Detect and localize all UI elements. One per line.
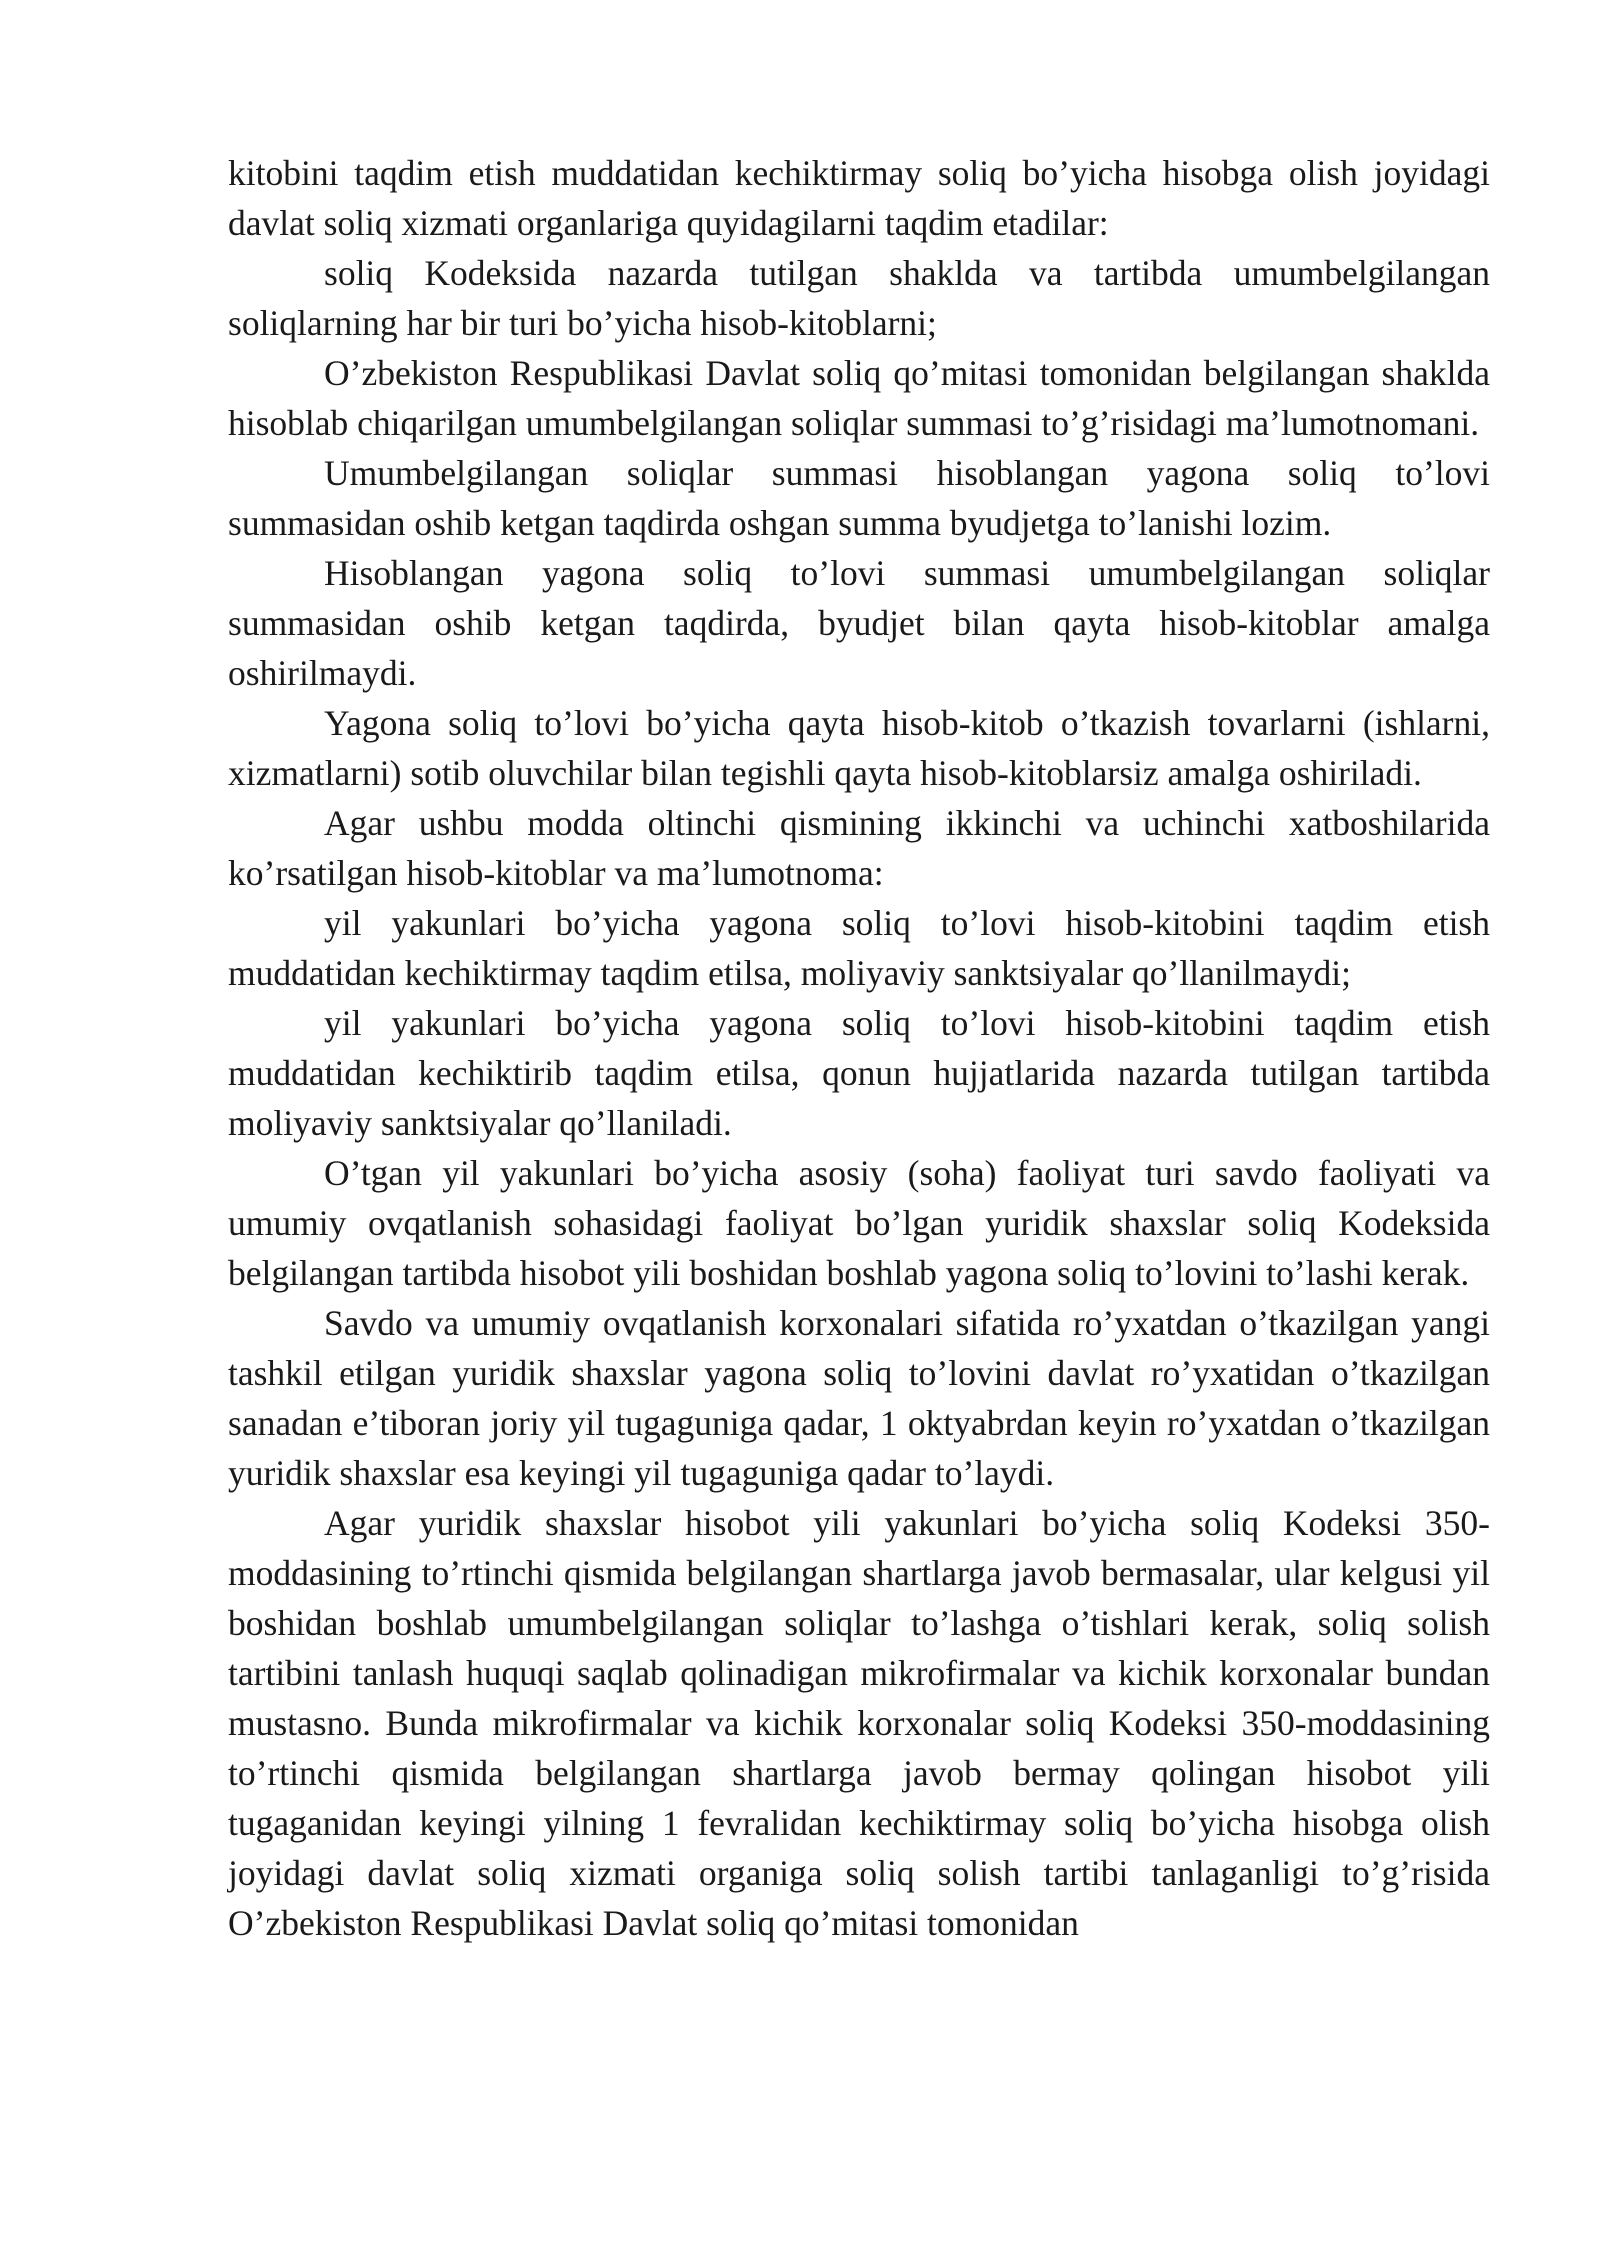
paragraph: Agar ushbu modda oltinchi qismining ikkinchi va uchinchi xatboshilarida ko’rsatilgan hisob-kitoblar va ma’lumotnoma: [228, 803, 1490, 893]
paragraph: Umumbelgilangan soliqlar summasi hisoblangan yagona soliq to’lovi summasidan oshib ketgan taqdirda oshgan summa byudjetga to’lanishi lozim. [228, 453, 1490, 543]
paragraph: Hisoblangan yagona soliq to’lovi summasi umumbelgilangan soliqlar summasidan oshib ketgan taqdirda, byudjet bilan qayta hisob-kitoblar amalga oshirilmaydi. [228, 553, 1490, 693]
paragraph: yil yakunlari bo’yicha yagona soliq to’lovi hisob-kitobini taqdim etish muddatidan kechiktirib taqdim etilsa, qonun hujjatlarida nazarda tutilgan tartibda moliyaviy sanktsiyalar qo’llaniladi. [228, 1003, 1490, 1143]
document-page [228, 148, 1490, 1948]
paragraph: Yagona soliq to’lovi bo’yicha qayta hisob-kitob o’tkazish tovarlarni (ishlarni, xizmatlarni) sotib oluvchilar bilan tegishli qayta hisob-kitoblarsiz amalga oshiriladi. [228, 703, 1490, 793]
paragraph: Agar yuridik shaxslar hisobot yili yakunlari bo’yicha soliq Kodeksi 350-moddasining to’rtinchi qismida belgilangan shartlarga javob bermasalar, ular kelgusi yil boshidan boshlab umumbelgilangan soliqlar to’lashga o’tishlari kerak, soliq solish tartibini tanlash huquqi saqlab qolinadigan mikrofirmalar va kichik korxonalar bundan mustasno. Bunda mikrofirmalar va kichik korxonalar soliq Kodeksi 350-moddasining to’rtinchi qismida belgilangan shartlarga javob bermay qolingan hisobot yili tugaganidan keyingi yilning 1 fevralidan kechiktirmay soliq bo’yicha hisobga olish joyidagi davlat soliq xizmati organiga soliq solish tartibi tanlaganligi to’g’risida O’zbekiston Respublikasi Davlat soliq qo’mitasi tomonidan [228, 1503, 1490, 1943]
paragraph: O’zbekiston Respublikasi Davlat soliq qo’mitasi tomonidan belgilangan shaklda hisoblab chiqarilgan umumbelgilangan soliqlar summasi to’g’risidagi ma’lumotnomani. [228, 353, 1490, 443]
paragraph: yil yakunlari bo’yicha yagona soliq to’lovi hisob-kitobini taqdim etish muddatidan kechiktirmay taqdim etilsa, moliyaviy sanktsiyalar qo’llanilmaydi; [228, 903, 1490, 993]
paragraph: O’tgan yil yakunlari bo’yicha asosiy (soha) faoliyat turi savdo faoliyati va umumiy ovqatlanish sohasidagi faoliyat bo’lgan yuridik shaxslar soliq Kodeksida belgilangan tartibda hisobot yili boshidan boshlab yagona soliq to’lovini to’lashi kerak. [228, 1153, 1490, 1293]
paragraph: Savdo va umumiy ovqatlanish korxonalari sifatida ro’yxatdan o’tkazilgan yangi tashkil etilgan yuridik shaxslar yagona soliq to’lovini davlat ro’yxatidan o’tkazilgan sanadan e’tiboran joriy yil tugaguniga qadar, 1 oktyabrdan keyin ro’yxatdan o’tkazilgan yuridik shaxslar esa keyingi yil tugaguniga qadar to’laydi. [228, 1303, 1490, 1493]
paragraph: soliq Kodeksida nazarda tutilgan shaklda va tartibda umumbelgilangan soliqlarning har bir turi bo’yicha hisob-kitoblarni; [228, 253, 1490, 343]
paragraph: kitobini taqdim etish muddatidan kechiktirmay soliq bo’yicha hisobga olish joyidagi davlat soliq xizmati organlariga quyidagilarni taqdim etadilar: [228, 153, 1490, 243]
